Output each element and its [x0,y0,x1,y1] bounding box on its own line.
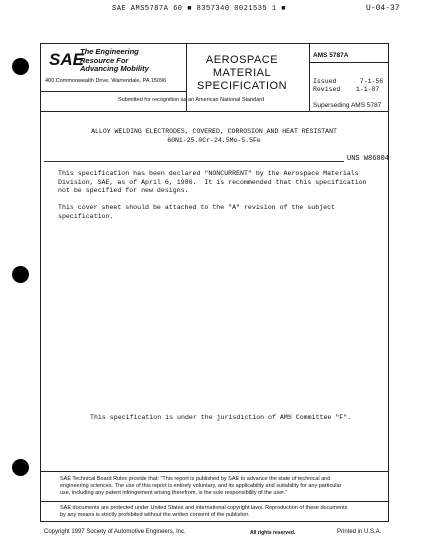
cover-sheet-paragraph: This cover sheet should be attached to the "A" revision of the subject specification. [58,204,335,220]
technical-board-policy: SAE Technical Board Rules provide that: "This report is published by SAE to advance the state of technical and engineering sciences. The use of this report is entirely voluntary, and its applicability and suitability for any particular use, including any patent infringement arising therefrom, is the sole responsibility of the user." [60,476,342,496]
svg-text:SAE: SAE [49,50,84,69]
sae-logo-icon [49,49,84,69]
binder-hole-bottom-icon [12,459,29,476]
sae-logo [49,49,84,69]
footer-top-rule [40,471,389,472]
copyright-line: Copyright 1997 Society of Automotive Engineers, Inc. [44,529,186,535]
header-bottom-rule [40,111,389,112]
noncurrent-paragraph: This specification has been declared "NONCURRENT" by the Aerospace Materials Division, SAE, as of April 6, 1986. It is recommended that this specification not be specified for new designs. [58,170,367,194]
document-reference-strip: SAE AMS5787A 60 ■ 8357340 0021535 1 ■ [112,5,286,13]
rights-reserved: All rights reserved. [250,530,296,536]
uns-code: UNS W86004 [347,155,390,163]
sae-address: 400 Commonwealth Drive, Warrendale, PA 15096 [45,78,167,84]
spec-number-rule [309,62,389,63]
address-rule [40,91,186,92]
issued-revised-dates: Issued 7-1-56 Revised 1-1-87 [313,78,384,93]
printed-in: Printed in U.S.A. [337,529,382,535]
binder-hole-top-icon [12,58,29,75]
spec-number: AMS 5787A [313,52,349,59]
document-type-heading: AEROSPACE MATERIAL SPECIFICATION [196,54,288,92]
spec-title: ALLOY WELDING ELECTRODES, COVERED, CORROSION AND HEAT RESISTANT 60Ni-25.0Cr-24.5Mo-5.5Fe [91,128,337,144]
copyright-notice: SAE documents are protected under United States and international copyright laws. Reproduction of these documents by any means is strictly prohibited without the written consent of the publisher. [60,505,348,518]
ansi-submission-note: Submitted for recognition as an American National Standard [118,97,265,103]
page-frame [40,43,389,522]
sae-tagline: The Engineering Resource For Advancing Mobility [80,47,149,73]
right-corner-code: U-04-37 [366,4,400,13]
header-divider-right [309,43,310,111]
superseding-note: Superseding AMS 5787 [313,102,382,109]
footer-middle-rule [40,501,389,502]
jurisdiction-statement: This specification is under the jurisdiction of AMS Committee "F". [90,414,352,421]
title-underline [44,161,344,162]
binder-hole-middle-icon [12,266,29,283]
